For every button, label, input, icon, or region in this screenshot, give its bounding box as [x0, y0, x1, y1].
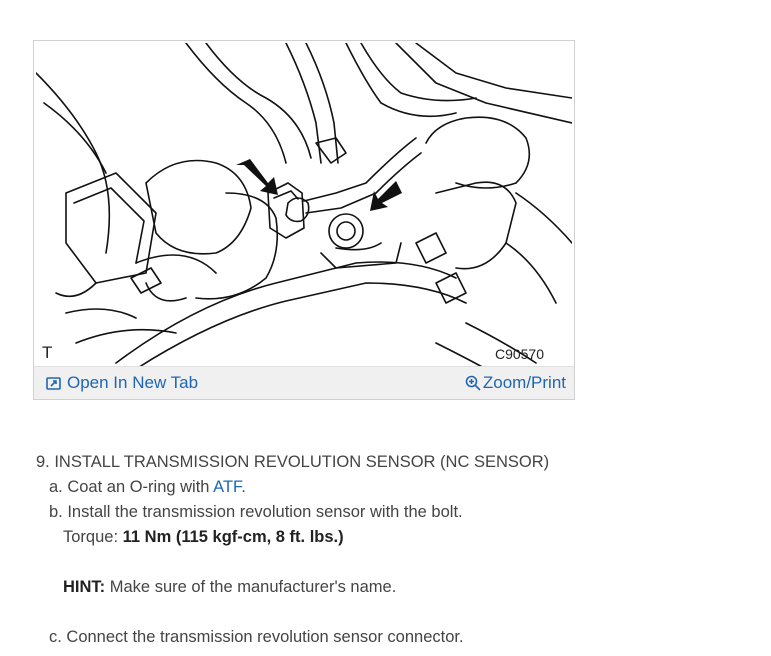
step-a-suffix: .	[241, 478, 246, 496]
transmission-sensor-illustration[interactable]	[36, 43, 572, 369]
figure-label-letter: T	[42, 343, 53, 362]
hint	[36, 575, 549, 600]
torque-value: 11 Nm (115 kgf-cm, 8 ft. lbs.)	[122, 528, 344, 546]
zoom-print-button[interactable]	[465, 372, 566, 394]
step-a	[36, 475, 549, 500]
step-heading: 9. INSTALL TRANSMISSION REVOLUTION SENSOR (NC SENSOR)	[36, 453, 550, 471]
atf-link[interactable]: ATF	[213, 478, 242, 496]
figure	[33, 40, 575, 400]
figure-toolbar	[34, 366, 574, 399]
torque-label: Torque:	[63, 528, 123, 546]
figure-code: C90570	[494, 346, 544, 362]
open-in-new-tab-button[interactable]	[46, 372, 198, 394]
zoom-icon	[465, 375, 481, 391]
open-new-tab-icon	[46, 377, 61, 390]
hint-label: HINT:	[63, 578, 106, 596]
open-in-new-tab-label: Open In New Tab	[67, 373, 199, 392]
step-c: c. Connect the transmission revolution sensor connector.	[49, 628, 464, 646]
step-a-text: a. Coat an O-ring with	[49, 478, 214, 496]
torque-spec	[36, 525, 549, 550]
step-b: b. Install the transmission revolution sensor with the bolt.	[49, 503, 463, 521]
zoom-print-label: Zoom/Print	[482, 373, 566, 392]
hint-text: Make sure of the manufacturer's name.	[105, 578, 397, 596]
procedure-steps	[36, 450, 549, 650]
